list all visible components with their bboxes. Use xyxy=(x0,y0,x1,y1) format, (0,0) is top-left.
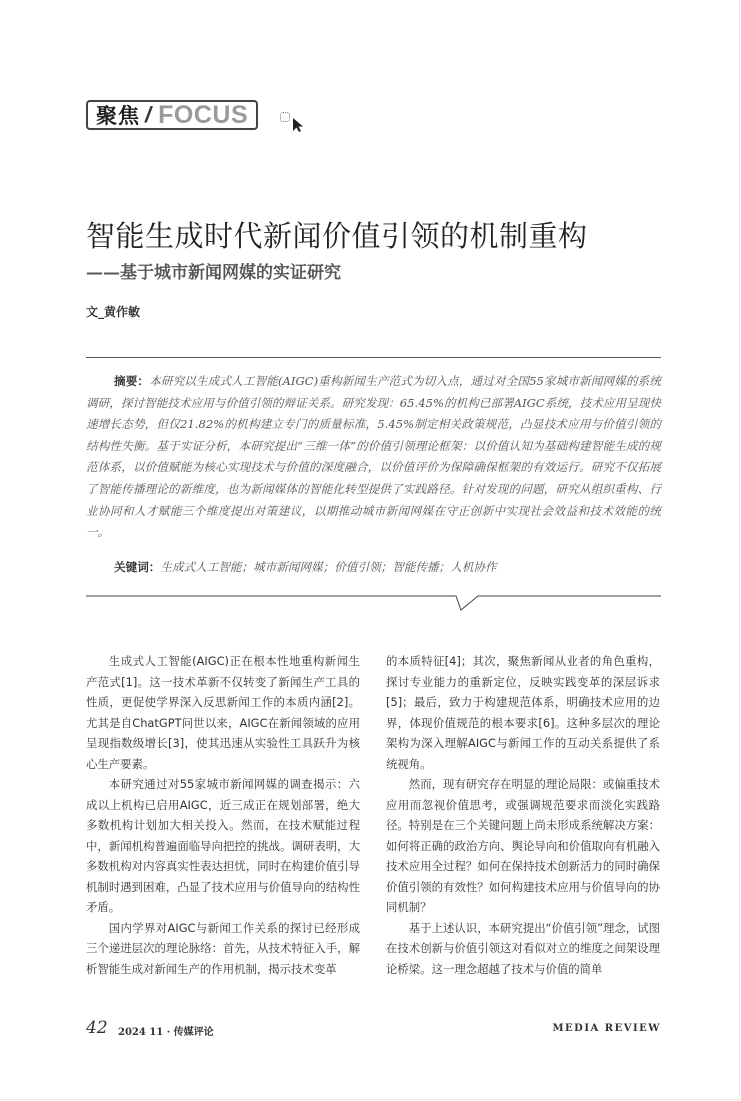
article-title: 智能生成时代新闻价值引领的机制重构 xyxy=(86,219,588,253)
body-paragraph: 本研究通过对55家城市新闻网媒的调查揭示：六成以上机构已启用AIGC，近三成正在规划部署，绝大多数机构计划加大相关投入。然而，在技术赋能过程中，新闻机构普遍面临导向把控的挑战。调研表明，大多数机构对内容真实性表达担忧，同时在构建价值引导机制时遇到困难，凸显了技术应用与价值导向的结构性矛盾。 xyxy=(86,777,360,914)
author-byline: 文_黄作敏 xyxy=(86,305,141,319)
issue-label: 2024 11 · 传媒评论 xyxy=(118,1027,214,1038)
page-number: 42 xyxy=(86,1018,108,1038)
section-label-en: FOCUS xyxy=(158,100,249,129)
body-column-right xyxy=(386,651,660,979)
dotted-frame-icon xyxy=(280,112,290,122)
abstract-top-rule xyxy=(86,357,661,358)
abstract xyxy=(86,371,661,544)
body-paragraph: 国内学界对AIGC与新闻工作关系的探讨已经形成三个递进层次的理论脉络：首先，从技术特征入手，解析智能生成对新闻生产的作用机制，揭示技术变革 xyxy=(86,920,360,976)
article-subtitle: ——基于城市新闻网媒的实证研究 xyxy=(86,263,341,283)
section-label-cn: 聚焦 xyxy=(96,104,140,128)
keywords xyxy=(86,557,661,578)
keywords-text: 生成式人工智能；城市新闻网媒；价值引领；智能传播；人机协作 xyxy=(160,560,497,574)
body-column-left xyxy=(86,651,360,979)
cursor-arrow-icon xyxy=(292,117,304,133)
body-paragraph: 然而，现有研究存在明显的理论局限：或偏重技术应用而忽视价值思考，或强调规范要求而淡化实践路径。特别是在三个关键问题上尚未形成系统解决方案：如何将正确的政治方向、舆论导向和价值取向有机融入技术应用全过程？如何在保持技术创新活力的同时确保价值引领的有效性？如何构建技术应用与价值导向的协同机制？ xyxy=(386,777,660,914)
section-badge xyxy=(86,100,258,130)
journal-name: MEDIA REVIEW xyxy=(552,1023,661,1034)
body-paragraph: 基于上述认识，本研究提出“价值引领”理念，试图在技术创新与价值引领这对看似对立的维度之间架设理论桥梁。这一理念超越了技术与价值的简单 xyxy=(386,920,660,976)
abstract-bottom-rule xyxy=(86,594,661,614)
body-paragraph-continued: 的本质特征[4]；其次，聚焦新闻从业者的角色重构，探讨专业能力的重新定位，反映实践变革的深层诉求[5]；最后，致力于构建规范体系，明确技术应用的边界，体现价值规范的根本要求[6]。这种多层次的理论架构为深入理解AIGC与新闻工作的互动关系提供了系统视角。 xyxy=(386,654,660,771)
abstract-text: 本研究以生成式人工智能(AIGC)重构新闻生产范式为切入点，通过对全国55家城市新闻网媒的系统调研，探讨智能技术应用与价值引领的辩证关系。研究发现：65.45%的机构已部署AIGC系统，技术应用呈现快速增长态势，但仅21.82%的机构建立专门的质量标准，5.45%制定相关政策规范，凸显技术应用与价值引领的结构性失衡。基于实证分析，本研究提出“三维一体”的价值引领理论框架：以价值认知为基础构建智能生成的规范体系，以价值赋能为核心实现技术与价值的深度融合，以价值评价为保障确保框架的有效运行。研究不仅拓展了智能传播理论的新维度，也为新闻媒体的智能化转型提供了实践路径。针对发现的问题，研究从组织重构、行业协同和人才赋能三个维度提出对策建议，以期推动城市新闻网媒在守正创新中实现社会效益和技术效能的统一。 xyxy=(86,374,661,540)
section-separator: / xyxy=(145,102,152,127)
abstract-label: 摘要： xyxy=(114,374,150,388)
body-paragraph: 生成式人工智能(AIGC)正在根本性地重构新闻生产范式[1]。这一技术革新不仅转变了新闻生产工具的性质，更促使学界深入反思新闻工作的本质内涵[2]。尤其是自ChatGPT问世以来，AIGC在新闻领域的应用呈现指数级增长[3]，使其迅速从实验性工具跃升为核心生产要素。 xyxy=(86,654,360,771)
keywords-label: 关键词： xyxy=(114,560,161,574)
